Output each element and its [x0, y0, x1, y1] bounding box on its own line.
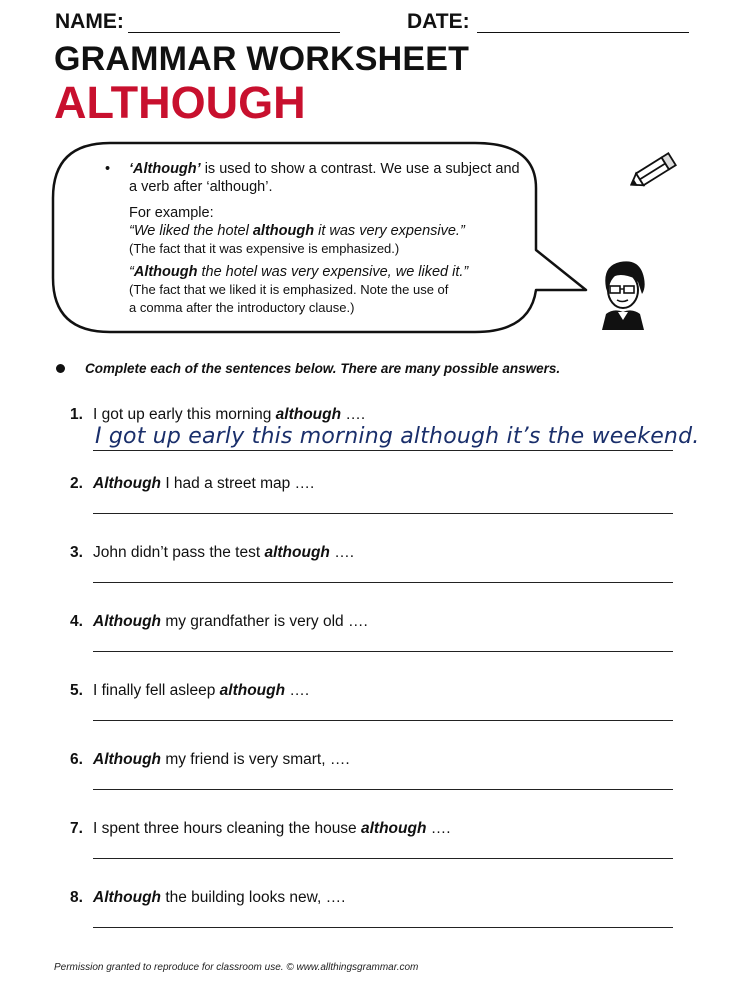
definition	[129, 160, 529, 196]
worksheet-subtitle: ALTHOUGH	[54, 77, 306, 128]
definition-text: is used to show a contrast. We use a subject and a verb after ‘although’.	[129, 161, 520, 195]
name-label: NAME:	[55, 10, 124, 33]
footer-permission: Permission granted to reproduce for classroom use. © www.allthingsgrammar.com	[54, 962, 419, 973]
answer-line-4[interactable]	[93, 651, 673, 652]
example-1	[129, 222, 529, 240]
question-stem: Although I had a street map ….	[93, 475, 315, 492]
question-stem: I spent three hours cleaning the house although ….	[93, 820, 451, 837]
example-2-note-line2: a comma after the introductory clause.)	[129, 300, 355, 315]
example-2-pre: “	[129, 264, 134, 280]
question-3	[70, 544, 680, 604]
example-intro: For example:	[129, 205, 214, 221]
question-2	[70, 475, 680, 535]
question-number: 2.	[70, 475, 83, 492]
examples	[129, 204, 529, 317]
question-number: 5.	[70, 682, 83, 699]
question-number: 4.	[70, 613, 83, 630]
date-field[interactable]	[477, 32, 689, 33]
question-5	[70, 682, 680, 742]
question-7	[70, 820, 680, 880]
answer-1-handwritten: I got up early this morning although it’s the weekend.	[95, 424, 700, 449]
answer-line-1[interactable]	[93, 450, 673, 451]
answer-line-7[interactable]	[93, 858, 673, 859]
question-stem: I finally fell asleep although ….	[93, 682, 310, 699]
question-number: 6.	[70, 751, 83, 768]
answer-line-6[interactable]	[93, 789, 673, 790]
question-stem: John didn’t pass the test although ….	[93, 544, 355, 561]
teacher-icon	[598, 258, 648, 330]
example-1-pre: “We liked the hotel	[129, 223, 253, 239]
name-field[interactable]	[128, 32, 340, 33]
example-1-key: although	[252, 223, 315, 239]
instructions-text: Complete each of the sentences below. There are many possible answers.	[85, 361, 561, 376]
term: ‘Although’	[129, 161, 201, 177]
question-stem: I got up early this morning although ….	[93, 406, 366, 423]
worksheet-title: GRAMMAR WORKSHEET	[54, 40, 470, 78]
question-8	[70, 889, 680, 949]
answer-line-5[interactable]	[93, 720, 673, 721]
example-2	[129, 263, 529, 281]
question-stem: Although the building looks new, ….	[93, 889, 346, 906]
name-date-row	[55, 10, 695, 38]
question-6	[70, 751, 680, 811]
question-number: 8.	[70, 889, 83, 906]
answer-line-2[interactable]	[93, 513, 673, 514]
example-2-note-line1: (The fact that we liked it is emphasized. Note the use of	[129, 282, 449, 297]
question-number: 1.	[70, 406, 83, 423]
question-stem: Although my grandfather is very old ….	[93, 613, 368, 630]
example-1-note: (The fact that it was expensive is emphasized.)	[129, 241, 400, 256]
question-number: 7.	[70, 820, 83, 837]
date-label: DATE:	[407, 10, 470, 33]
question-4	[70, 613, 680, 673]
pencil-icon	[620, 148, 680, 198]
explanation-bullet: •	[105, 161, 111, 177]
example-2-key: Although	[133, 264, 198, 280]
instructions-bullet	[56, 364, 65, 373]
example-2-post: the hotel was very expensive, we liked it.”	[197, 264, 469, 280]
question-stem: Although my friend is very smart, ….	[93, 751, 350, 768]
question-number: 3.	[70, 544, 83, 561]
answer-line-3[interactable]	[93, 582, 673, 583]
example-1-post: it was very expensive.”	[314, 223, 465, 239]
answer-line-8[interactable]	[93, 927, 673, 928]
